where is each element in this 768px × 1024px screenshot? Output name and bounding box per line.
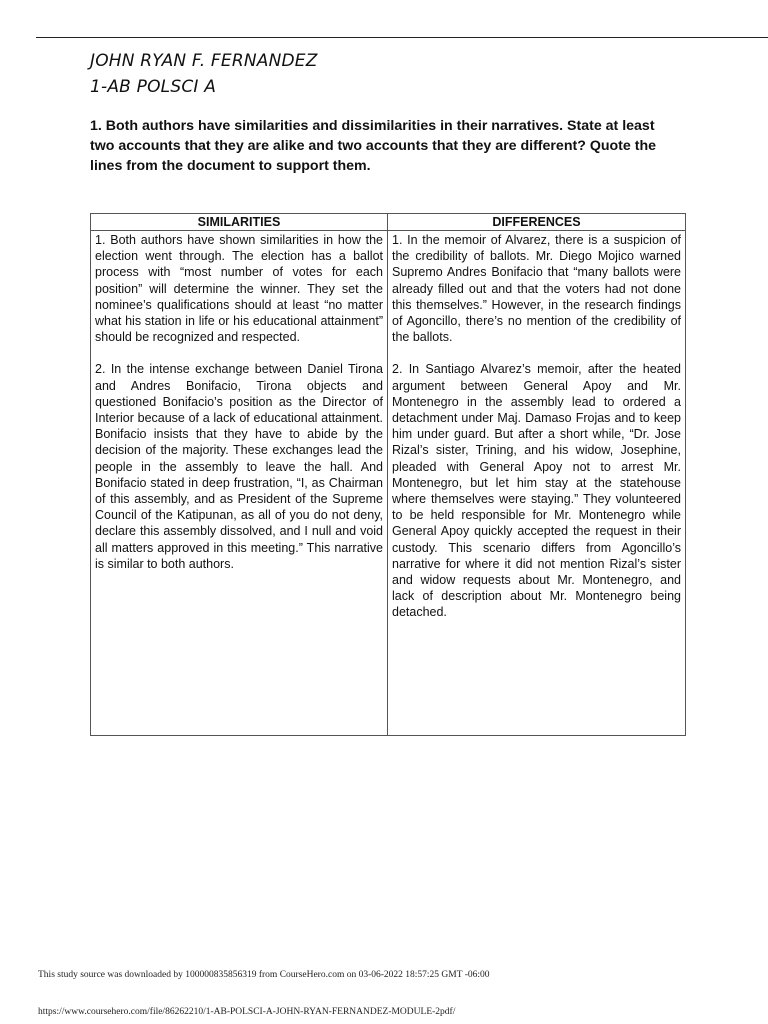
similarities-cell [91, 231, 388, 736]
similarity-item-1: 1. Both authors have shown similarities in how the election went through. The election has a ballot process with “most number of votes for each position” will determine the winner. They set the nominee’s qualifications should at least “no matter what his station in life or his educational attainment” should be recognized and respected. [95, 233, 383, 345]
differences-cell [388, 231, 686, 736]
difference-item-1: 1. In the memoir of Alvarez, there is a suspicion of the credibility of ballots. Mr. Diego Mojico warned Supremo Andres Bonifacio that “many ballots were already filled out and that the voters had not done this themselves.” However, in the research findings of Agoncillo, there’s no mention of the credibility of the ballots. [392, 233, 681, 345]
top-divider [36, 37, 768, 38]
question-text: 1. Both authors have similarities and dissimilarities in their narratives. State at least two accounts that they are alike and two accounts that they are different? Quote the lines from the document to support them. [90, 118, 657, 174]
similarity-item-2: 2. In the intense exchange between Daniel Tirona and Andres Bonifacio, Tirona objects and questioned Bonifacio’s position as the Director of Interior because of a lack of educational attainment. Bonifacio insists that they have to abide by the decision of the majority. These exchanges lead the people in the assembly to leave the hall. And Bonifacio stated in deep frustration, “I, as Chairman of this assembly, and as President of the Supreme Council of the Katipunan, as all of you do not deny, declare this assembly dissolved, and I null and void all matters approved in this meeting.” This narrative is similar to both authors. [95, 362, 383, 571]
table-header-row [91, 214, 686, 231]
difference-item-2: 2. In Santiago Alvarez’s memoir, after the heated argument between General Apoy and Mr. Montenegro in the assembly lead to ordered a detachment under Maj. Damaso Frojas and to keep him under guard. But after a short while, “Dr. Jose Rizal’s sister, Trining, and his widow, Josephine, pleaded with General Apoy not to arrest Mr. Montenegro, but let him stay at the statehouse where themselves were staying.” They volunteered to be held responsible for Mr. Montenegro while General Apoy quickly accepted the request in their custody. This scenario differs from Agoncillo’s narrative for where it did not mention Rizal’s sister and widow requests about Mr. Montenegro, and lack of description about Mr. Montenegro being detached. [392, 362, 681, 620]
answer-table [90, 213, 686, 736]
author-name: JOHN RYAN F. FERNANDEZ [90, 51, 318, 71]
source-url-link[interactable]: https://www.coursehero.com/file/86262210/1-AB-POLSCI-A-JOHN-RYAN-FERNANDEZ-MODULE-2pdf/ [38, 1007, 456, 1017]
similarities-header: SIMILARITIES [91, 214, 388, 231]
table-row [91, 231, 686, 736]
author-class: 1-AB POLSCI A [90, 77, 217, 97]
download-note: This study source was downloaded by 100000835856319 from CourseHero.com on 03-06-2022 18:57:25 GMT -06:00 [38, 970, 490, 980]
differences-header: DIFFERENCES [388, 214, 686, 231]
